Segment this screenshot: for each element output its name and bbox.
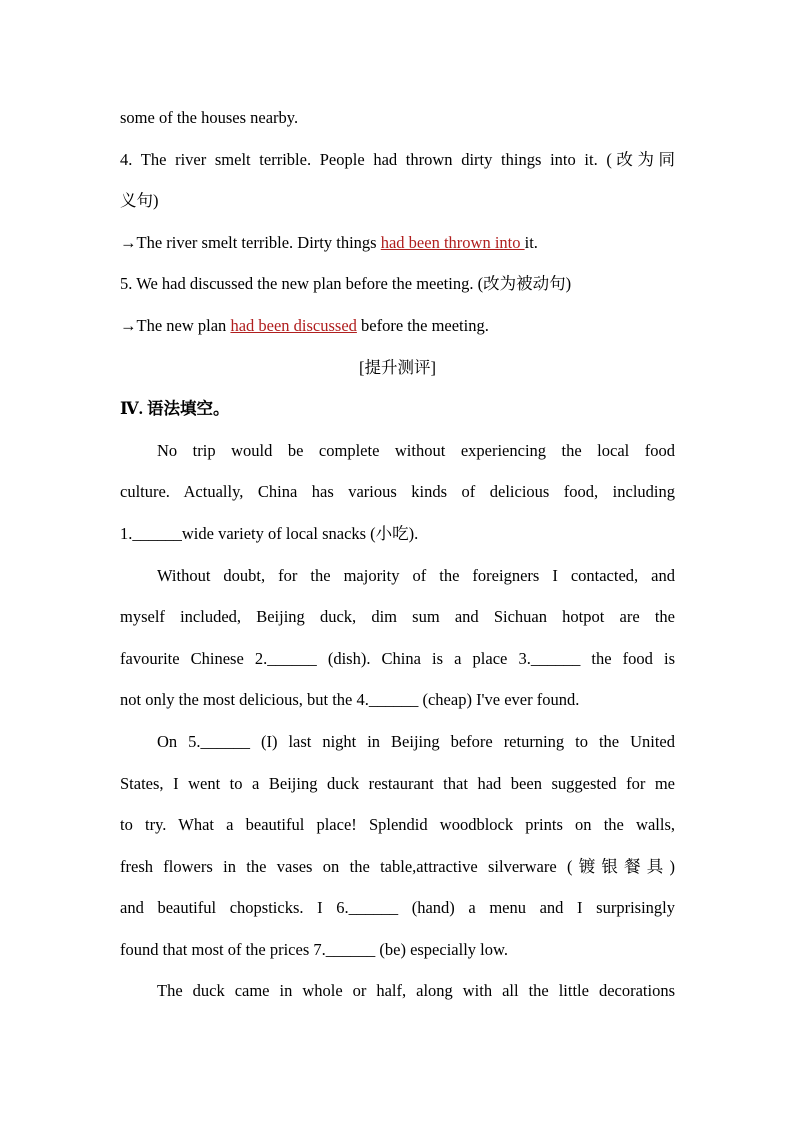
answer-text: had been thrown into (380, 232, 525, 252)
exercise-4-line-1: 4. The river smelt terrible. People had thrown dirty things into it. (改为同 (120, 149, 675, 169)
exercise-5-line-1: 5. We had discussed the new plan before the meeting. (改为被动句) (120, 274, 572, 294)
paragraph-2-line: myself included, Beijing duck, dim sum and Sichuan hotpot are the (120, 607, 675, 627)
answer-prefix: →The new plan (120, 315, 231, 335)
paragraph-3-line: States, I went to a Beijing duck restaurant that had been suggested for me (120, 773, 675, 793)
paragraph-3-line: fresh flowers in the vases on the table,attractive silverware (镀银餐具) (120, 856, 675, 876)
answer-suffix: before the meeting. (356, 315, 489, 335)
paragraph-2-line: Without doubt, for the majority of the foreigners I contacted, and (157, 565, 675, 585)
answer-text: had been discussed (230, 315, 357, 335)
paragraph-1-line: No trip would be complete without experiencing the local food (157, 440, 675, 460)
paragraph-3-line: and beautiful chopsticks. I 6.______ (hand) a menu and I surprisingly (120, 898, 675, 918)
section-heading: [提升测评] (359, 357, 436, 377)
paragraph-3-line: found that most of the prices 7.______ (be) especially low. (120, 939, 508, 959)
paragraph-2-line: not only the most delicious, but the 4.______ (cheap) I've ever found. (120, 690, 580, 710)
paragraph-1-line: culture. Actually, China has various kinds of delicious food, including (120, 482, 675, 502)
exercise-4-answer-line (120, 222, 675, 264)
paragraph-1-line: 1.______wide variety of local snacks (小吃). (120, 523, 419, 543)
exercise-4-line-2: 义句) (120, 191, 159, 211)
exercise-5-answer-line (120, 305, 675, 347)
paragraph-3-line: On 5.______ (I) last night in Beijing before returning to the United (157, 731, 675, 751)
document-content (120, 97, 675, 1012)
paragraph-3-line: to try. What a beautiful place! Splendid woodblock prints on the walls, (120, 815, 675, 835)
paragraph-4-line: The duck came in whole or half, along with all the little decorations (157, 981, 675, 1001)
answer-suffix: it. (524, 232, 538, 252)
paragraph-2-line: favourite Chinese 2.______ (dish). China is a place 3.______ the food is (120, 648, 675, 668)
part-title: Ⅳ. 语法填空。 (120, 399, 230, 419)
text-line: some of the houses nearby. (120, 108, 299, 127)
answer-prefix: →The river smelt terrible. Dirty things (120, 232, 381, 252)
